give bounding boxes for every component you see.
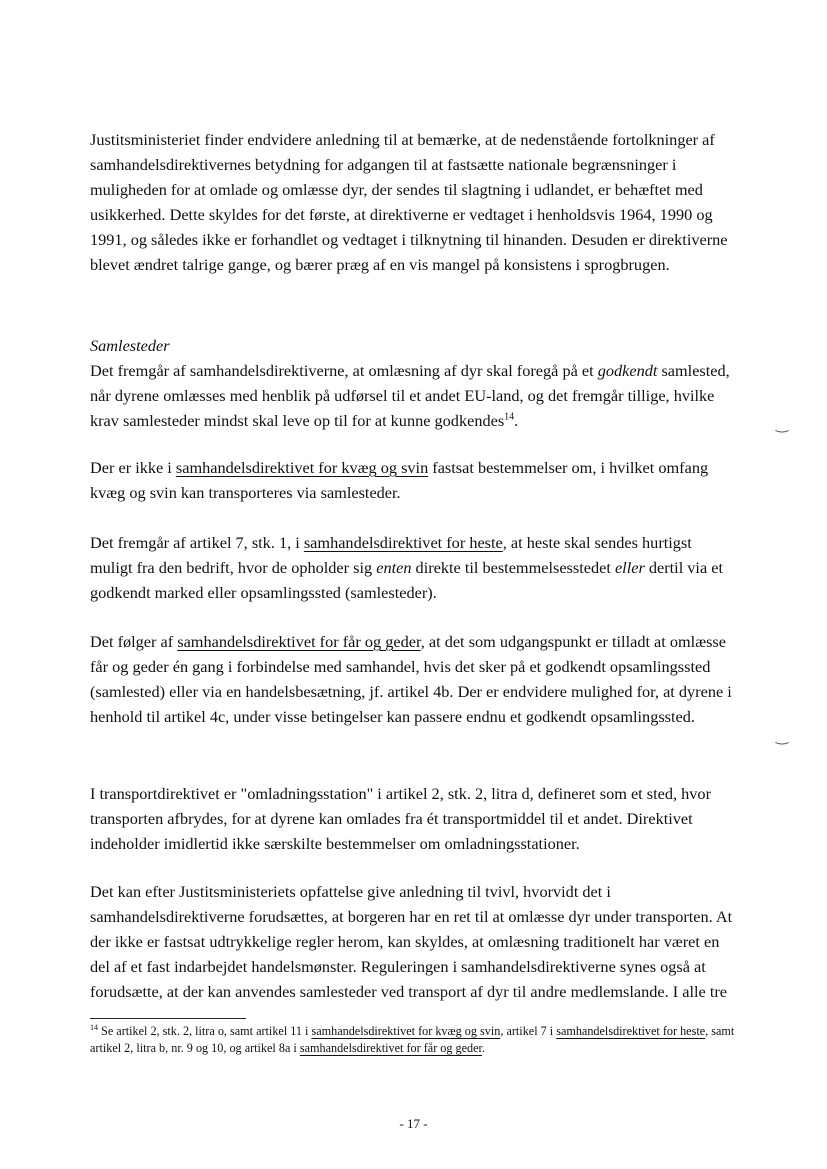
footnote-text-a: Se artikel 2, stk. 2, litra o, samt artikel 11 i xyxy=(98,1024,312,1038)
paragraph-tvivl xyxy=(90,879,738,1004)
p4-text-g: dertil via et godkendt marked eller opsamlingssted (samlesteder). xyxy=(90,558,724,602)
p2-text-a: Det fremgår af samhandelsdirektiverne, at omlæsning af dyr skal foregå på et xyxy=(90,361,598,380)
p2-text-c: samlested, når dyrene omlæsses med henblik på udførsel til et andet EU-land, og det fremgår tillige, hvilke krav samlesteder mindst skal leve op til for at kunne godkendes xyxy=(90,361,730,430)
directive-reference: samhandelsdirektivet for kvæg og svin xyxy=(175,458,429,477)
footnote-14 xyxy=(90,1023,745,1057)
p2-emphasis: godkendt xyxy=(597,361,658,380)
paragraph-transportdirektiv xyxy=(90,781,738,856)
p6-text: I transportdirektivet er "omladningsstation" i artikel 2, stk. 2, litra d, defineret som et sted, hvor transporten afbrydes, for at dyrene kan omlades fra ét transportmiddel til et andet. Direktivet indeholder imidlertid ikke særskilte bestemmelser om omladningsstationer. xyxy=(90,784,711,853)
footnote-text-g: . xyxy=(481,1041,485,1055)
paragraph-heste xyxy=(90,530,738,605)
paragraph-faar-geder xyxy=(90,629,738,729)
footnote-text-c: , artikel 7 i xyxy=(500,1024,557,1038)
scan-mark: ‿ xyxy=(776,729,789,745)
footnote-directive-ref: samhandelsdirektivet for heste xyxy=(556,1024,706,1038)
p4-text-c: , at heste skal sendes hurtigst muligt fra den bedrift, hvor de opholder sig xyxy=(90,533,692,577)
p5-text-a: Det følger af xyxy=(90,632,178,651)
footnote-directive-ref: samhandelsdirektivet for får og geder xyxy=(299,1041,482,1055)
footnote-divider xyxy=(90,1018,246,1019)
p4-text-e: direkte til bestemmelsesstedet xyxy=(411,558,615,577)
p4-emphasis-eller: eller xyxy=(614,558,645,577)
paragraph-kvaeg-svin xyxy=(90,455,738,505)
section-samlesteder xyxy=(90,333,738,433)
p2-text-d: . xyxy=(514,411,519,430)
p5-text-c: , at det som udgangspunkt er tilladt at omlæsse får og geder én gang i forbindelse med samhandel, hvis det sker på et godkendt opsamlingssted (samlested) eller via en handelsbesætning, jf. artikel 4b. Der er endvidere mulighed for, at dyrene i henhold til artikel 4c, under visse betingelser kan passere endnu et godkendt opsamlingssted. xyxy=(90,632,732,726)
page-number: - 17 - xyxy=(399,1116,428,1131)
scan-mark: ‿ xyxy=(776,417,789,433)
paragraph-intro xyxy=(90,127,738,277)
footnote-text-e: , samt artikel 2, litra b, nr. 9 og 10, og artikel 8a i xyxy=(90,1024,735,1055)
footnote-directive-ref: samhandelsdirektivet for kvæg og svin xyxy=(311,1024,501,1038)
p3-text-a: Der er ikke i xyxy=(90,458,176,477)
directive-reference: samhandelsdirektivet for får og geder xyxy=(177,632,421,651)
p4-text-a: Det fremgår af artikel 7, stk. 1, i xyxy=(90,533,304,552)
directive-reference: samhandelsdirektivet for heste xyxy=(303,533,503,552)
footnote-number: 14 xyxy=(90,1022,98,1032)
p3-text-c: fastsat bestemmelser om, i hvilket omfang kvæg og svin kan transporteres via samlesteder. xyxy=(90,458,709,502)
section-heading: Samlesteder xyxy=(90,336,170,355)
footnote-ref[interactable]: 14 xyxy=(504,411,515,423)
p7-text: Det kan efter Justitsministeriets opfattelse give anledning til tvivl, hvorvidt det i samhandelsdirektiverne forudsættes, at borgeren har en ret til at omlæsse dyr under transporten. At der ikke er fastsat udtrykkelige regler herom, kan skyldes, at omlæsning traditionelt har været en del af et fast indarbejdet handelsmønster. Reguleringen i samhandelsdirektiverne synes også at forudsætte, at der kan anvendes samlesteder ved transport af dyr til andre medlemslande. I alle tre xyxy=(90,882,733,1001)
p4-emphasis-enten: enten xyxy=(376,558,412,577)
paragraph-intro-text: Justitsministeriet finder endvidere anledning til at bemærke, at de nedenstående fortolkninger af samhandelsdirektivernes betydning for adgangen til at fastsætte nationale begrænsninger i muligheden for at omlade og omlæsse dyr, der sendes til slagtning i udlandet, er behæftet med usikkerhed. Dette skyldes for det første, at direktiverne er vedtaget i henholdsvis 1964, 1990 og 1991, og således ikke er forhandlet og vedtaget i tilknytning til hinanden. Desuden er direktiverne blevet ændret talrige gange, og bærer præg af en vis mangel på konsistens i sprogbrugen. xyxy=(90,130,728,274)
